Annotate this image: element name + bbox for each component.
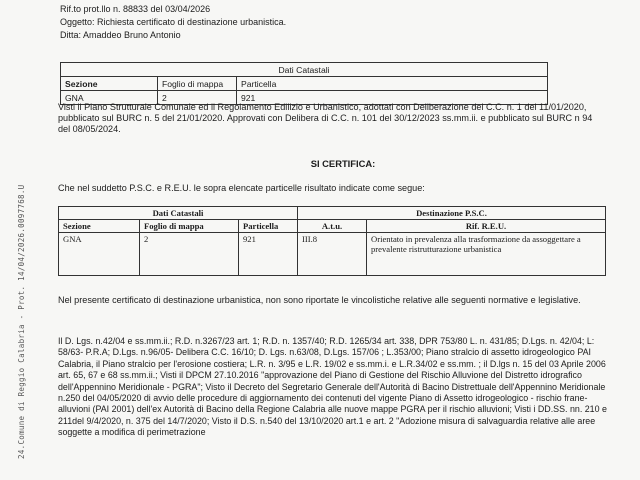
cadastral-title: Dati Catastali [61, 63, 548, 77]
group-destination: Destinazione P.S.C. [298, 207, 606, 220]
intro-paragraph: Visti il Piano Strutturale Comunale ed il Regolamento Edilizio e Urbanistico, adottati con Deliberazione del C.C. n. 1 del 11/01/2020, pubblicato sul BURC n. 5 del 21/01/2020. Approvati con Delibera di C.C. n. 101 del 30/12/2023 ss.mm.ii. e pubblicato sul BURC n 94 del 08/05/2024. [58, 102, 593, 135]
col2-reu: Rif. R.E.U. [367, 220, 606, 233]
col2-parcel: Particella [239, 220, 298, 233]
vincoli-paragraph: Nel presente certificato di destinazione urbanistica, non sono riportate le vincolistiche relative alle seguenti normative e legislative. [58, 295, 581, 305]
normative-paragraph: Il D. Lgs. n.42/04 e ss.mm.ii.; R.D. n.3267/23 art. 1; R.D. n. 1357/40; R.D. 1265/34 art. 338, DPR 753/80 L. n. 431/85; D.Lgs. n. 42/04; L: 58/63- P.R.A; D.Lgs. n.96/05- Delibera C.C. 16/10; D. Lgs. n.63/08, D.Lgs. 157/06 ; L.353/00; Piano stralcio di assetto idrogeologico PAI Calabria, il Piano stralcio per l'erosione costiera; L.R. n. 3/95 e L.R. 19/02 e ss.mm.i. e L.R.34/02 e ss.mm. ; il D.lgs n. 15 del 03 Aprile 2006 art. 65, 67 e 68 ss.mm.ii.; Visti il DPCM 27.10.2016 "approvazione del Piano di Gestione del Rischio Alluvione del Distretto idrografico dell'Appennino Meridionale - PGRA"; Visto il Decreto del Segretario Generale dell'Autorità di Bacino Distrettuale dell'Appennino Meridionale n.250 del 04/05/2020 di avvio delle procedure di aggiornamento dei contenuti del vigente Piano di Assetto idrogeologico - rischio frane- alluvioni (PAI 2001) dell'ex Autorità di Bacino della Regione Calabria alle nuove mappe PGRA per il rischio alluvioni; Visti i DD.SS. nn. 210 e 211del 9/4/2020, n. 375 del 14/7/2020; Visto il D.S. n.540 del 13/10/2020 art.1 e art. 2 "Adozione misura di salvaguardia relative alle aree soggette a modifica di perimetrazione [58, 336, 607, 438]
col-section: Sezione [61, 77, 158, 91]
cell-sheet: 2 [158, 91, 237, 105]
company-line: Ditta: Amaddeo Bruno Antonio [60, 30, 181, 40]
col2-atu: A.t.u. [298, 220, 367, 233]
protocol-stamp: 24.Comune di Reggio Calabria - Prot. 14/04/2026.0097768.U [17, 184, 26, 459]
cell2-section: GNA [59, 233, 140, 276]
cell2-parcel: 921 [239, 233, 298, 276]
subject-line: Oggetto: Richiesta certificato di destinazione urbanistica. [60, 17, 287, 27]
cell-parcel: 921 [237, 91, 548, 105]
col2-section: Sezione [59, 220, 140, 233]
col-sheet: Foglio di mappa [158, 77, 237, 91]
col2-sheet: Foglio di mappa [140, 220, 239, 233]
destination-table [58, 206, 606, 276]
cell-section: GNA [61, 91, 158, 105]
document-page [58, 0, 628, 480]
certifica-heading: SI CERTIFICA: [310, 158, 376, 169]
cell2-atu: III.8 [298, 233, 367, 276]
group-cadastral: Dati Catastali [59, 207, 298, 220]
cadastral-table [60, 62, 548, 105]
cell2-sheet: 2 [140, 233, 239, 276]
col-parcel: Particella [237, 77, 548, 91]
che-paragraph: Che nel suddetto P.S.C. e R.E.U. le sopra elencate particelle risultato indicate come segue: [58, 183, 425, 193]
reference-line: Rif.to prot.llo n. 88833 del 03/04/2026 [60, 4, 211, 14]
cell2-reu: Orientato in prevalenza alla trasformazione da assoggettare a prevalente ristrutturazione urbanistica [367, 233, 606, 276]
